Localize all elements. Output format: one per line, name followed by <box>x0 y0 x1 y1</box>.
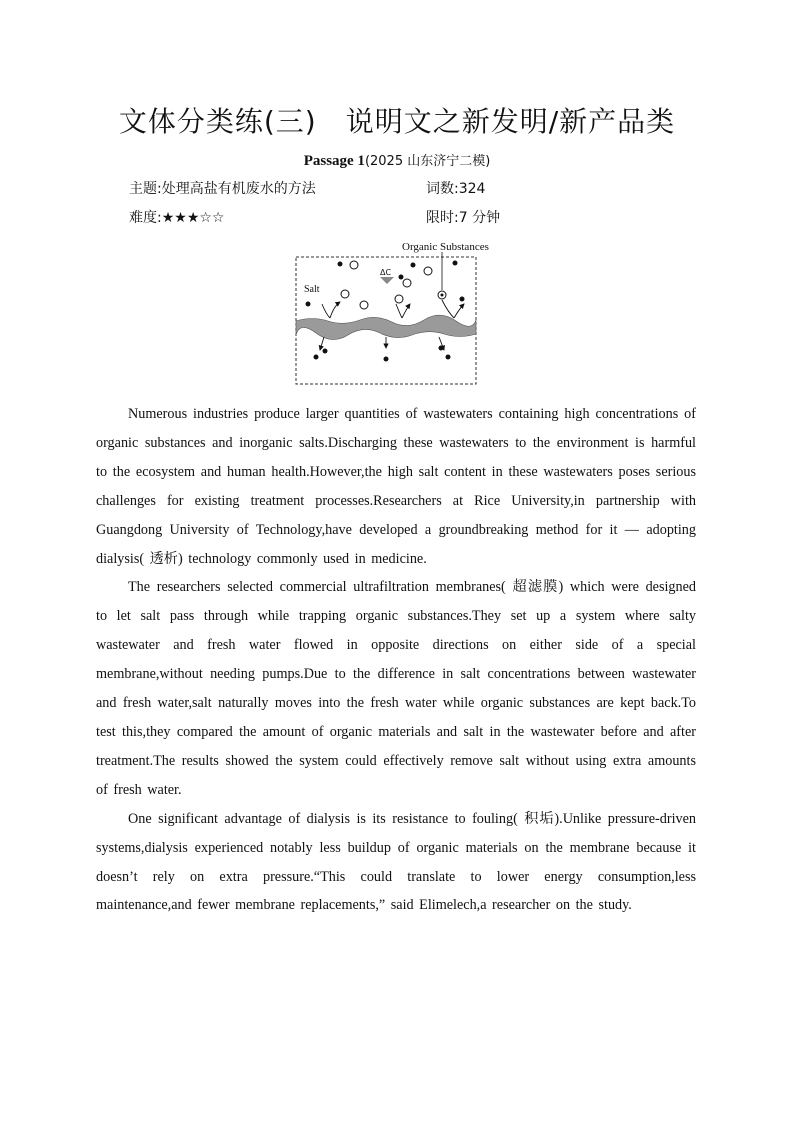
membrane <box>296 315 476 339</box>
salt-particles-bottom <box>314 346 451 362</box>
dialysis-diagram <box>292 238 502 388</box>
delta-c-icon <box>380 277 394 284</box>
organic-particles <box>341 261 446 309</box>
time-limit: 限时:7 分钟 <box>426 210 501 226</box>
passage-label: Passage 1 <box>303 153 365 169</box>
word-count: 词数:324 <box>426 181 486 197</box>
passage-source: (2025 山东济宁二模) <box>364 154 491 169</box>
paragraph-1: Numerous industries produce larger quantities of wastewaters containing high concentrations of organic substances and inorganic salts.Discharging these wastewaters to the environment is harmful to the ecosystem and human health.However,the high salt content in these wastewaters poses serious challenges for existing treatment processes.Researchers at Rice University,in partnership with Guangdong University of Technology,have developed a groundbreaking method for it — adopting dialysis( 透析) technology commonly used in medicine. <box>96 406 696 567</box>
passage-heading <box>0 150 794 170</box>
paragraph-3: One significant advantage of dialysis is its resistance to fouling( 积垢).Unlike pressure-driven systems,dialysis experienced notably less buildup of organic materials on the membrane because it doesn’t rely on extra pressure.“This could translate to lower energy consumption,less maintenance,and fewer membrane replacements,” said Elimelech,a researcher on the study. <box>96 810 696 914</box>
topic-label: 主题:处理高盐有机废水的方法 <box>129 181 316 197</box>
organic-substances-label: Organic Substances <box>402 241 489 253</box>
flow-lines <box>322 300 454 318</box>
passage-body <box>96 400 696 920</box>
paragraph-2: The researchers selected commercial ultrafiltration membranes( 超滤膜) which were designed to let salt pass through while trapping organic substances.They set up a system where salty wastewater and fresh water flowed in opposite directions on either side of a special membrane,without needing pumps.Due to the difference in salt concentrations between wastewater and fresh water,salt naturally moves into the fresh water while organic substances are kept back.To test this,they compared the amount of organic materials and salt in the wastewater before and after treatment.The results showed the system could effectively remove salt without using extra amounts of fresh water. <box>96 579 696 798</box>
page-title: 文体分类练(三) 说明文之新发明/新产品类 <box>118 105 676 138</box>
salt-label: Salt <box>304 284 320 295</box>
difficulty-rating: 难度:★★★☆☆ <box>129 210 225 226</box>
delta-c-label: ΔC <box>380 268 392 277</box>
